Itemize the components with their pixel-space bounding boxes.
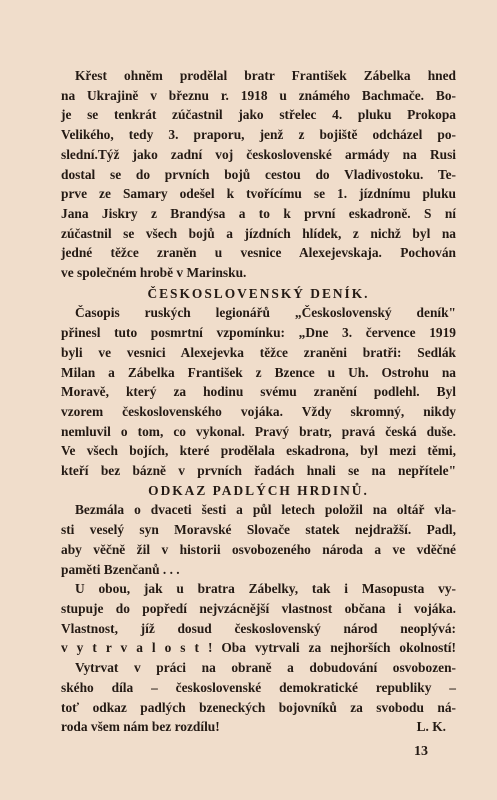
text-line: vzorem československého vojáka. Vždy skromný, nikdy: [61, 403, 456, 419]
text-line: je se tenkrát zúčastnil jako střelec 4. pluku Prokopa: [61, 107, 456, 123]
text-line: toť odkaz padlých bzeneckých bojovníků za svobodu ná-: [61, 699, 456, 715]
text-line: jedné těžce zraněn u vesnice Alexejevskaja. Pochován: [61, 245, 456, 261]
text-line: dostal se do prvních bojů cestou do Vladivostoku. Te-: [61, 166, 456, 182]
text-line: U obou, jak u bratra Zábelky, tak i Masopusta vy-: [75, 581, 456, 597]
text-line: Vytrvat v práci na obraně a dobudování osvobozen-: [75, 660, 456, 676]
text-line: prve ze Samary odešel k tvořícímu se 1. jízdnímu pluku: [61, 186, 456, 202]
section-heading-odkaz: ODKAZ PADLÝCH HRDINŮ.: [148, 482, 369, 498]
section-heading-denik: ČESKOSLOVENSKÝ DENÍK.: [147, 285, 370, 301]
text-line: slední.Týž jako zadní voj československé armády na Rusi: [61, 146, 456, 162]
text-line: Vlastnost, jíž dosud československý národ neoplývá:: [61, 620, 456, 636]
text-line: byli ve vesnici Alexejevka těžce zraněni bratři: Sedlák: [61, 344, 456, 360]
text-line: zúčastnil se všech bojů a jízdních hlídek, z nichž byl na: [61, 225, 456, 241]
text-line: na Ukrajině v březnu r. 1918 u známého Bachmače. Bo-: [61, 87, 456, 103]
text-line: sti veselý syn Moravské Slovače statek nejdražší. Padl,: [61, 522, 456, 538]
page-number: 13: [414, 744, 428, 759]
text-line: Bezmála o dvaceti šesti a půl letech položil na oltář vla-: [75, 502, 456, 518]
paragraph-3: [61, 500, 456, 579]
document-body: [61, 66, 456, 737]
paragraph-2: [61, 303, 456, 480]
text-line: kteří bez bázně v prvních řadách hnali se na nepřítele": [61, 463, 456, 479]
paragraph-1: [61, 66, 456, 283]
text-line: Velikého, tedy 3. praporu, jenž z bojiště odcházel po-: [61, 127, 456, 143]
paragraph-4: [61, 579, 456, 658]
paragraph-5: [61, 658, 456, 737]
text-line: v y t r v a l o s t ! Oba vytrvali za nejhorších okolností!: [61, 640, 456, 656]
text-line: stupuje do popředí nejvzácnější vlastnost občana i vojáka.: [61, 600, 456, 616]
closing-text: roda všem nám bez rozdílu!: [61, 719, 220, 735]
text-line: Ve všech bojích, které prodělala eskadrona, byl mezi těmi,: [61, 443, 456, 459]
text-line: paměti Bzenčanů . . .: [61, 561, 180, 577]
author-initials: L. K.: [416, 719, 446, 735]
text-line: Křest ohněm prodělal bratr František Zábelka hned: [75, 68, 456, 83]
text-line: nemluvil o tom, co vykonal. Pravý bratr, pravá česká duše.: [61, 423, 456, 439]
text-line: Časopis ruských legionářů „Československý deník": [75, 305, 456, 321]
text-line: Jana Jiskry z Brandýsa a to k první eskadroně. S ní: [61, 205, 456, 221]
text-line: ve společném hrobě v Marinsku.: [61, 265, 247, 281]
text-line: Moravě, který za hodinu svému zranění podlehl. Byl: [61, 384, 456, 400]
text-line: aby věčně žil v historii osvobozeného národa a ve vděčné: [61, 541, 456, 557]
closing-line: [61, 717, 456, 737]
text-line: přinesl tuto posmrtní vzpomínku: „Dne 3. července 1919: [61, 325, 456, 341]
text-line: Milan a Zábelka František z Bzence u Uh. Ostrohu na: [61, 364, 456, 380]
text-line: ského díla – československé demokratické republiky –: [61, 679, 456, 695]
